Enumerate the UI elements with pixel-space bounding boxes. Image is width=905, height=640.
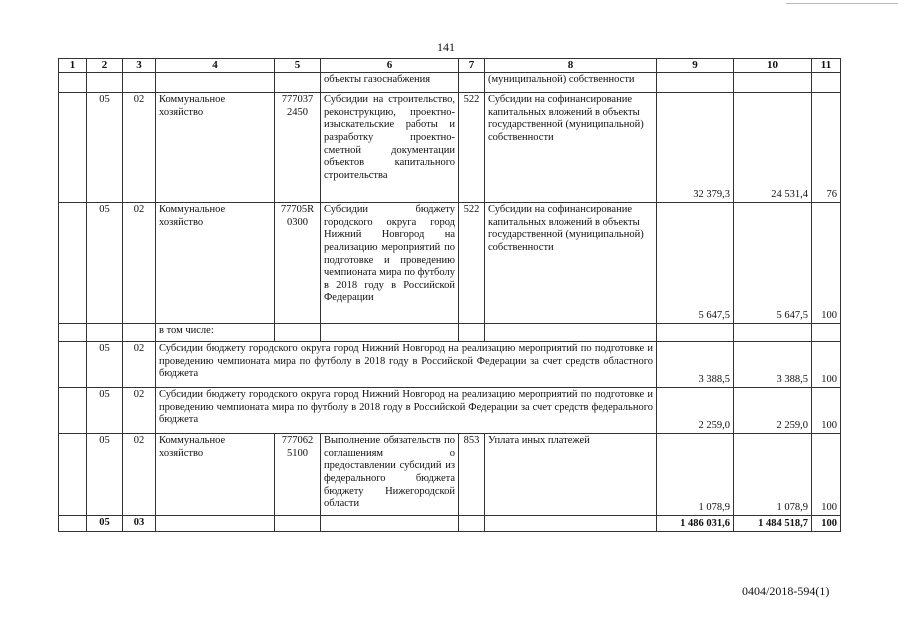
section-code: 05	[87, 388, 123, 434]
expense-type-code: 522	[459, 203, 485, 324]
col-header: 8	[485, 59, 657, 73]
col-header: 4	[156, 59, 275, 73]
actual-amount: 3 388,5	[734, 342, 812, 388]
target-article-code: 77705R 0300	[275, 203, 321, 324]
total-plan-amount: 1 486 031,6	[657, 516, 734, 532]
expense-type-name: Субсидии на софинансирование капитальных вложений в объекты государственной (муниципальной) собственности	[485, 203, 657, 324]
table-row	[59, 388, 841, 434]
table-row	[59, 434, 841, 516]
target-article-code: 777062 5100	[275, 434, 321, 516]
table-row	[59, 93, 841, 203]
plan-amount: 32 379,3	[657, 93, 734, 203]
document-code: 0404/2018-594(1)	[742, 584, 830, 598]
percent: 76	[812, 93, 841, 203]
continuation-text: (муниципальной) собственности	[485, 73, 657, 93]
article-name: Субсидии бюджету городского округа город Нижний Новгород на реализацию мероприятий по подготовке и проведению чемпионата мира по футболу в 2018 году в Российской Федерации	[321, 203, 459, 324]
sub-row-description: Субсидии бюджету городского округа город Нижний Новгород на реализацию мероприятий по подготовке и проведению чемпионата мира по футболу в 2018 году в Российской Федерации за счет средств федерального бюджета	[156, 388, 657, 434]
plan-amount: 1 078,9	[657, 434, 734, 516]
continuation-text: объекты газоснабжения	[321, 73, 459, 93]
subsection-code: 03	[123, 516, 156, 532]
section-name: Коммунальное хозяйство	[156, 203, 275, 324]
target-article-code: 777037 2450	[275, 93, 321, 203]
subsection-code: 02	[123, 434, 156, 516]
total-percent: 100	[812, 516, 841, 532]
subsection-code: 02	[123, 388, 156, 434]
page-number: 141	[437, 40, 455, 54]
actual-amount: 5 647,5	[734, 203, 812, 324]
plan-amount: 3 388,5	[657, 342, 734, 388]
section-code: 05	[87, 203, 123, 324]
subsection-code: 02	[123, 342, 156, 388]
percent: 100	[812, 434, 841, 516]
col-header: 7	[459, 59, 485, 73]
total-actual-amount: 1 484 518,7	[734, 516, 812, 532]
expense-type-code: 853	[459, 434, 485, 516]
col-header: 5	[275, 59, 321, 73]
actual-amount: 2 259,0	[734, 388, 812, 434]
scan-edge-rule	[786, 3, 898, 4]
col-header: 3	[123, 59, 156, 73]
expense-type-code: 522	[459, 93, 485, 203]
total-row	[59, 516, 841, 532]
actual-amount: 24 531,4	[734, 93, 812, 203]
subsection-code: 02	[123, 203, 156, 324]
sub-row-description: Субсидии бюджету городского округа город Нижний Новгород на реализацию мероприятий по подготовке и проведению чемпионата мира по футболу в 2018 году в Российской Федерации за счет средств областного бюджета	[156, 342, 657, 388]
col-header: 9	[657, 59, 734, 73]
expense-type-name: Уплата иных платежей	[485, 434, 657, 516]
percent: 100	[812, 388, 841, 434]
budget-table	[58, 58, 841, 532]
including-label: в том числе:	[156, 324, 275, 342]
section-name: Коммунальное хозяйство	[156, 93, 275, 203]
table-row	[59, 342, 841, 388]
col-header: 6	[321, 59, 459, 73]
expense-type-name: Субсидии на софинансирование капитальных вложений в объекты государственной (муниципальной) собственности	[485, 93, 657, 203]
subsection-code: 02	[123, 93, 156, 203]
table-row	[59, 73, 841, 93]
col-header: 11	[812, 59, 841, 73]
col-header: 2	[87, 59, 123, 73]
section-code: 05	[87, 434, 123, 516]
section-code: 05	[87, 342, 123, 388]
plan-amount: 5 647,5	[657, 203, 734, 324]
table-row	[59, 203, 841, 324]
article-name: Субсидии на строительство, реконструкцию, проектно-изыскательские работы и разработку проектно-сметной документации объектов капитального строительства	[321, 93, 459, 203]
section-name: Коммунальное хозяйство	[156, 434, 275, 516]
col-header: 1	[59, 59, 87, 73]
section-code: 05	[87, 516, 123, 532]
table-header-row	[59, 59, 841, 73]
plan-amount: 2 259,0	[657, 388, 734, 434]
col-header: 10	[734, 59, 812, 73]
article-name: Выполнение обязательств по соглашениям о предоставлении субсидий из федерального бюджета бюджету Нижегородской области	[321, 434, 459, 516]
table-row	[59, 324, 841, 342]
percent: 100	[812, 203, 841, 324]
percent: 100	[812, 342, 841, 388]
actual-amount: 1 078,9	[734, 434, 812, 516]
section-code: 05	[87, 93, 123, 203]
